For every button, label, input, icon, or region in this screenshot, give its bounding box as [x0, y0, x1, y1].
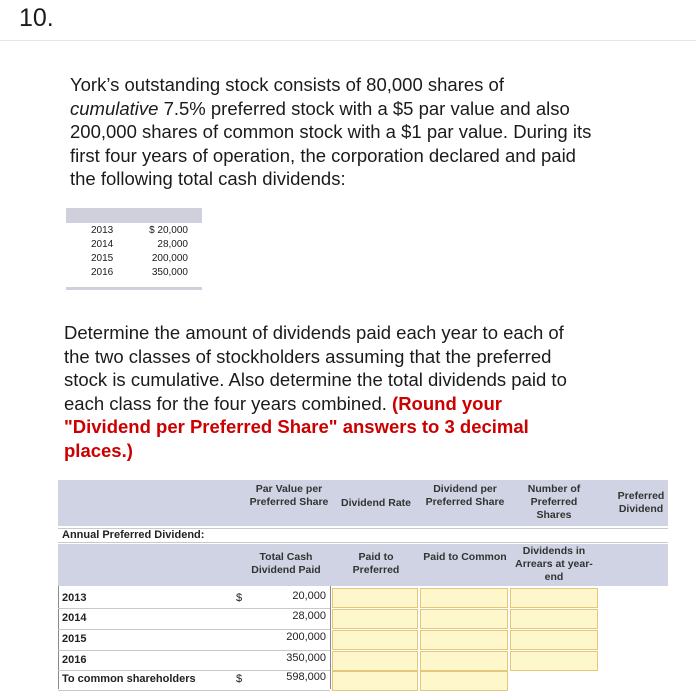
total-cash-2014: 28,000 — [292, 610, 326, 622]
problem-line-2-rest: 7.5% preferred stock with a $5 par value and also — [158, 97, 570, 119]
arrears-input[interactable] — [510, 630, 598, 650]
header-par-value: Par Value per Preferred Share — [249, 483, 329, 508]
header-preferred-dividend: Preferred Dividend — [617, 490, 665, 515]
dividends-table — [66, 208, 202, 290]
arrears-input[interactable] — [510, 588, 598, 608]
year-cell: 2013 — [91, 225, 114, 236]
row-divider — [58, 608, 330, 609]
amount-cell: $ 20,000 — [149, 225, 188, 236]
year-cell: 2016 — [91, 267, 114, 278]
table-row — [66, 253, 202, 267]
row-divider — [58, 542, 668, 543]
paid-to-common-input[interactable] — [420, 609, 508, 629]
paid-to-preferred-input[interactable] — [332, 630, 418, 650]
dollar-sign: $ — [236, 592, 243, 604]
header-dividends-in-arrears: Dividends in Arrears at year-end — [515, 545, 593, 583]
paid-to-preferred-input[interactable] — [332, 651, 418, 671]
header-dividend-rate: Dividend Rate — [340, 497, 411, 509]
total-cash-2016: 350,000 — [286, 652, 326, 664]
amount-cell: 350,000 — [151, 267, 188, 278]
column-line — [58, 586, 59, 689]
paid-to-common-input[interactable] — [420, 630, 508, 650]
paid-to-preferred-input[interactable] — [332, 671, 418, 691]
table-footer-bar — [66, 287, 202, 290]
rounding-note-line-2: "Dividend per Preferred Share" answers to 3 decimal — [64, 416, 529, 437]
question-number: 10. — [19, 4, 54, 32]
paid-to-common-input[interactable] — [420, 651, 508, 671]
row-label-2013: 2013 — [62, 592, 87, 604]
row-divider — [58, 690, 330, 691]
rounding-note: (Round your — [392, 392, 502, 414]
row-divider — [58, 650, 330, 651]
instructions-line-3: stock is cumulative. Also determine the total dividends paid to — [64, 369, 567, 390]
column-line — [330, 586, 331, 689]
problem-text — [70, 73, 650, 191]
table-header-bar — [66, 208, 202, 223]
instructions-line-2: the two classes of stockholders assuming that the preferred — [64, 345, 552, 367]
year-cell: 2014 — [91, 239, 114, 250]
problem-line-1: York’s outstanding stock consists of 80,000 shares of — [70, 74, 504, 95]
problem-line-2 — [70, 97, 650, 121]
total-cash-common: 598,000 — [286, 671, 326, 683]
instructions-text — [64, 321, 644, 462]
row-label-common: To common shareholders — [62, 673, 196, 685]
row-label-2016: 2016 — [62, 654, 87, 666]
row-divider — [58, 629, 330, 630]
problem-line-5: the following total cash dividends: — [70, 168, 346, 189]
amount-cell: 200,000 — [151, 253, 188, 264]
total-cash-2013: 20,000 — [292, 590, 326, 602]
paid-to-preferred-input[interactable] — [332, 588, 418, 608]
header-total-cash: Total Cash Dividend Paid — [251, 551, 321, 576]
dollar-sign: $ — [236, 673, 243, 685]
problem-line-3: 200,000 shares of common stock with a $1 par value. During its — [70, 121, 592, 142]
row-label-2015: 2015 — [62, 633, 87, 645]
header-number-of-shares: Number of Preferred Shares — [527, 483, 581, 521]
instructions-line-4 — [64, 392, 644, 416]
year-cell: 2015 — [91, 253, 114, 264]
divider — [0, 40, 696, 41]
row-divider — [58, 528, 668, 529]
paid-to-common-input[interactable] — [420, 671, 508, 691]
total-cash-2015: 200,000 — [286, 631, 326, 643]
amount-cell: 28,000 — [157, 239, 188, 250]
problem-line-4: first four years of operation, the corporation declared and paid — [70, 144, 576, 166]
paid-to-common-input[interactable] — [420, 588, 508, 608]
cumulative-italic: cumulative — [70, 97, 159, 119]
arrears-input[interactable] — [510, 609, 598, 629]
rounding-note-line-3: places.) — [64, 439, 133, 461]
row-divider — [58, 670, 330, 671]
instructions-line-1: Determine the amount of dividends paid each year to each of — [64, 322, 564, 343]
header-dividend-per-share: Dividend per Preferred Share — [425, 483, 505, 508]
annual-preferred-dividend-label: Annual Preferred Dividend: — [62, 529, 205, 541]
row-label-2014: 2014 — [62, 612, 87, 624]
table-row — [66, 267, 202, 281]
table-row — [66, 225, 202, 239]
header-paid-to-common: Paid to Common — [423, 551, 507, 563]
header-paid-to-preferred: Paid to Preferred — [352, 551, 400, 576]
paid-to-preferred-input[interactable] — [332, 609, 418, 629]
table-row — [66, 239, 202, 253]
instructions-line-4-plain: each class for the four years combined. — [64, 392, 393, 414]
arrears-input[interactable] — [510, 651, 598, 671]
